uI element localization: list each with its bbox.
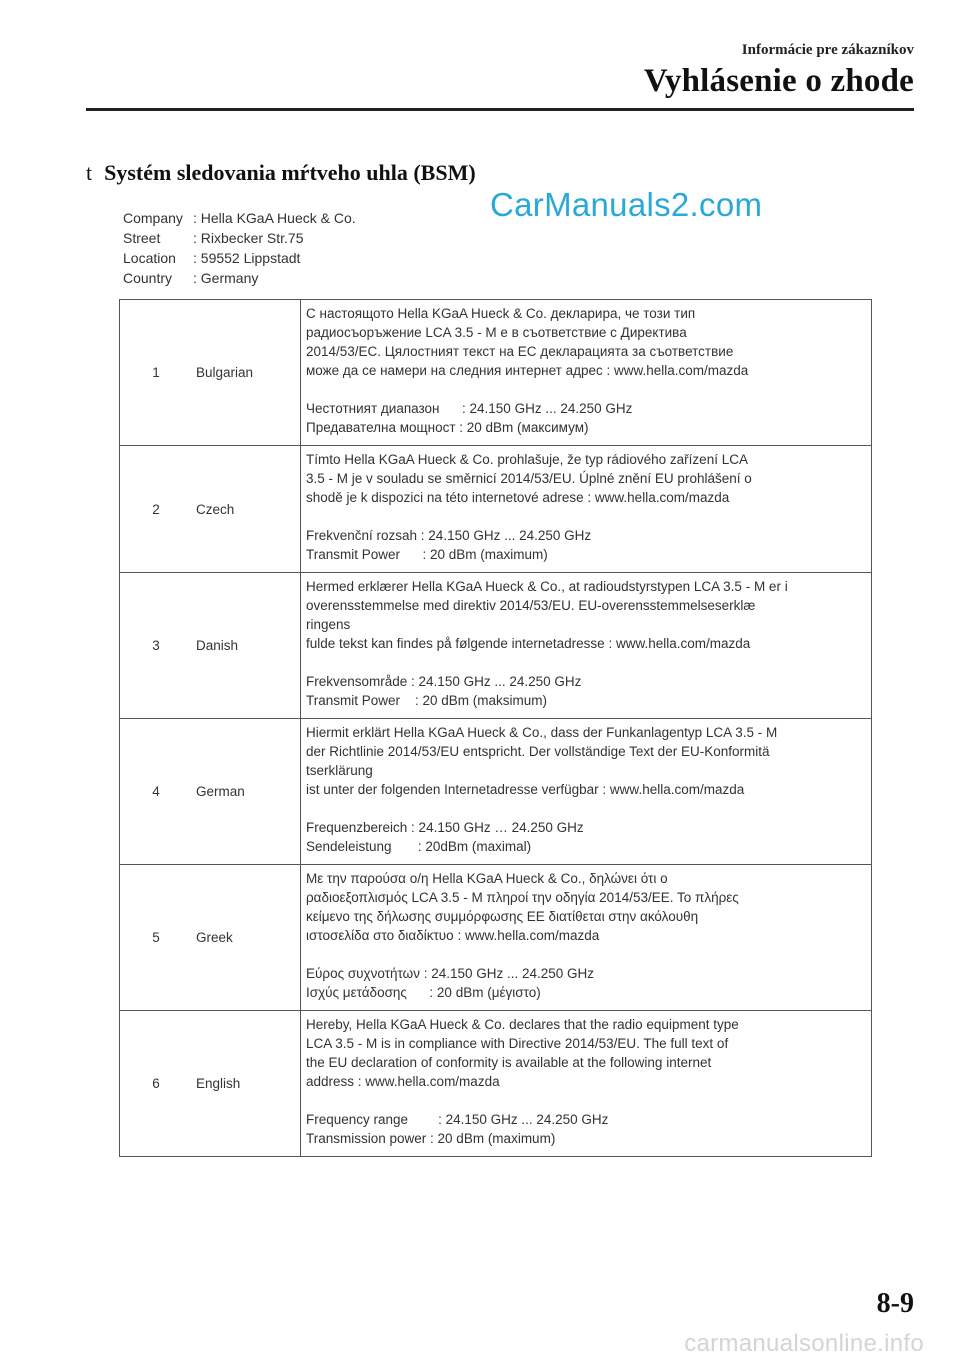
row-language: Czech — [192, 446, 301, 573]
row-language: German — [192, 719, 301, 865]
text-line: the EU declaration of conformity is available at the following internet — [306, 1055, 712, 1070]
row-declaration-text — [301, 446, 872, 573]
table-row — [120, 300, 872, 446]
text-line: der Richtlinie 2014/53/EU entspricht. Der vollständige Text der EU-Konformitä — [306, 744, 770, 759]
text-line: Frequenzbereich : 24.150 GHz … 24.250 GHz — [306, 820, 584, 835]
row-number: 1 — [120, 300, 193, 446]
section-bullet-icon: t — [86, 160, 93, 185]
company-row — [123, 228, 356, 248]
text-line: Frekvenční rozsah : 24.150 GHz ... 24.250 GHz — [306, 528, 592, 543]
text-line: Hereby, Hella KGaA Hueck & Co. declares that the radio equipment type — [306, 1017, 739, 1032]
page-title: Vyhlásenie o zhode — [643, 63, 914, 99]
company-key: Company — [123, 210, 183, 226]
text-line: Tímto Hella KGaA Hueck & Co. prohlašuje, že typ rádiového zařízení LCA — [306, 452, 748, 467]
text-line: Εύρος συχνοτήτων : 24.150 GHz ... 24.250 GHz — [306, 966, 595, 981]
text-line: радиосъоръжение LCA 3.5 - M е в съответствие с Директива — [306, 325, 687, 340]
text-line: address : www.hella.com/mazda — [306, 1074, 500, 1089]
text-line: ist unter der folgenden Internetadresse verfügbar : www.hella.com/mazda — [306, 782, 745, 797]
row-declaration-text — [301, 865, 872, 1011]
text-line: Transmission power : 20 dBm (maximum) — [306, 1131, 556, 1146]
text-line: Hermed erklærer Hella KGaA Hueck & Co., at radioudstyrstypen LCA 3.5 - M er i — [306, 579, 788, 594]
watermark-carmanualsonline: carmanualsonline.info — [684, 1330, 924, 1357]
row-number: 2 — [120, 446, 193, 573]
row-declaration-text — [301, 300, 872, 446]
page-number: 8-9 — [876, 1288, 914, 1319]
company-row — [123, 268, 356, 288]
company-value: : 59552 Lippstadt — [193, 250, 301, 266]
company-value: : Germany — [193, 270, 259, 286]
text-line: Frekvensområde : 24.150 GHz ... 24.250 GHz — [306, 674, 582, 689]
text-line: Hiermit erklärt Hella KGaA Hueck & Co., dass der Funkanlagentyp LCA 3.5 - M — [306, 725, 778, 740]
table-row — [120, 865, 872, 1011]
table-row — [120, 719, 872, 865]
watermark-carmanuals: CarManuals2.com — [490, 186, 763, 223]
row-language: Bulgarian — [192, 300, 301, 446]
section-heading — [86, 160, 476, 186]
text-line: ραδιοεξοπλισμός LCA 3.5 - M πληροί την οδηγία 2014/53/ΕΕ. Το πλήρες — [306, 890, 739, 905]
text-line: ringens — [306, 617, 351, 632]
row-number: 5 — [120, 865, 193, 1011]
company-value: : Rixbecker Str.75 — [193, 230, 304, 246]
text-spacer — [306, 507, 865, 526]
text-line: overensstemmelse med direktiv 2014/53/EU. EU-overensstemmelseserklæ — [306, 598, 756, 613]
row-declaration-text — [301, 1011, 872, 1157]
row-number: 6 — [120, 1011, 193, 1157]
text-line: κείμενο της δήλωσης συμμόρφωσης ΕΕ διατίθεται στην ακόλουθη — [306, 909, 699, 924]
text-spacer — [306, 1091, 865, 1110]
company-row — [123, 208, 356, 228]
declaration-table — [119, 299, 872, 1157]
company-key: Country — [123, 270, 173, 286]
chapter-subtitle: Informácie pre zákazníkov — [741, 42, 914, 58]
text-line: може да се намери на следния интернет адрес : www.hella.com/mazda — [306, 363, 749, 378]
text-spacer — [306, 653, 865, 672]
text-line: fulde tekst kan findes på følgende internetadresse : www.hella.com/mazda — [306, 636, 751, 651]
company-info — [123, 208, 356, 288]
text-line: tserklärung — [306, 763, 373, 778]
header-divider — [86, 108, 914, 111]
text-line: 3.5 - M je v souladu se směrnicí 2014/53/EU. Úplné znění EU prohlášení o — [306, 471, 752, 486]
row-declaration-text — [301, 719, 872, 865]
table-row — [120, 573, 872, 719]
row-number: 3 — [120, 573, 193, 719]
company-row — [123, 248, 356, 268]
text-line: Предавателна мощност : 20 dBm (максимум) — [306, 420, 589, 435]
row-language: Greek — [192, 865, 301, 1011]
text-line: Честотният диапазон : 24.150 GHz ... 24.250 GHz — [306, 401, 633, 416]
row-language: English — [192, 1011, 301, 1157]
page-header — [644, 42, 914, 100]
company-key: Location — [123, 250, 176, 266]
section-title: Systém sledovania mŕtveho uhla (BSM) — [104, 160, 476, 185]
text-line: Frequency range : 24.150 GHz ... 24.250 GHz — [306, 1112, 609, 1127]
table-row — [120, 446, 872, 573]
text-line: Transmit Power : 20 dBm (maximum) — [306, 547, 548, 562]
table-row — [120, 1011, 872, 1157]
row-number: 4 — [120, 719, 193, 865]
text-line: 2014/53/ЕС. Цялостният текст на ЕС декларацията за съответствие — [306, 344, 734, 359]
text-spacer — [306, 945, 865, 964]
text-line: Sendeleistung : 20dBm (maximal) — [306, 839, 532, 854]
text-line: Ισχύς μετάδοσης : 20 dBm (μέγιστο) — [306, 985, 541, 1000]
company-value: : Hella KGaA Hueck & Co. — [193, 210, 356, 226]
text-spacer — [306, 799, 865, 818]
row-language: Danish — [192, 573, 301, 719]
text-spacer — [306, 380, 865, 399]
text-line: С настоящото Hella KGaA Hueck & Co. декларира, че този тип — [306, 306, 696, 321]
company-key: Street — [123, 230, 161, 246]
text-line: shodě je k dispozici na této internetové adrese : www.hella.com/mazda — [306, 490, 730, 505]
text-line: ιστοσελίδα στο διαδίκτυο : www.hella.com/mazda — [306, 928, 600, 943]
row-declaration-text — [301, 573, 872, 719]
text-line: Transmit Power : 20 dBm (maksimum) — [306, 693, 548, 708]
text-line: Με την παρούσα ο/η Hella KGaA Hueck & Co., δηλώνει ότι ο — [306, 871, 668, 886]
text-line: LCA 3.5 - M is in compliance with Directive 2014/53/EU. The full text of — [306, 1036, 729, 1051]
